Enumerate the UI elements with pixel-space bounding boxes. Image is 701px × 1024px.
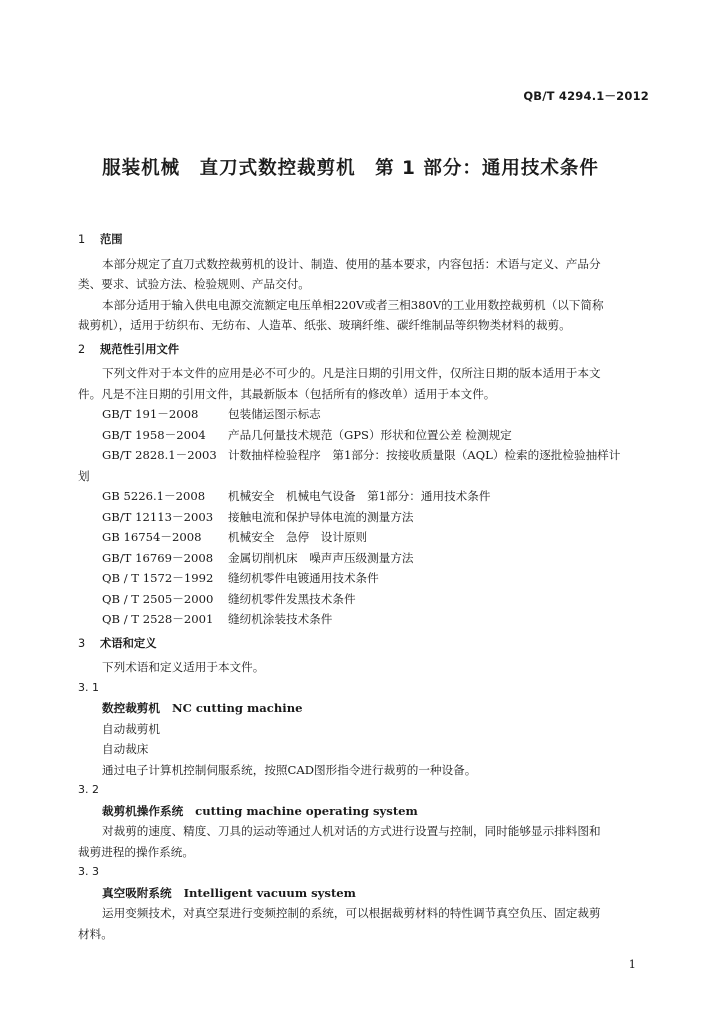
- reference-title: 计数抽样检验程序 第1部分：按接收质量限（AQL）检索的逐批检验抽样计: [228, 448, 621, 462]
- term-name-en: cutting machine operating system: [195, 803, 418, 818]
- term-name-cn: 真空吸附系统: [102, 885, 172, 900]
- term-name-cn: 裁剪机操作系统: [102, 803, 184, 818]
- reference-code: QB / T 1572－1992: [102, 571, 214, 585]
- reference-item: [78, 589, 654, 610]
- paragraph-line: 下列术语和定义适用于本文件。: [102, 660, 265, 674]
- reference-item: [78, 609, 654, 630]
- term-name-cn: 数控裁剪机: [102, 701, 160, 715]
- term-heading: [78, 801, 654, 822]
- paragraph-line: 本部分适用于输入供电电源交流额定电压单相220V或者三相380V的工业用数控裁剪机（以下简称: [102, 297, 604, 312]
- reference-code: GB/T 1958－2004: [102, 427, 206, 442]
- term-name-en: Intelligent vacuum system: [183, 885, 356, 900]
- reference-code: QB / T 2528－2001: [102, 612, 214, 626]
- section-number: 2: [78, 342, 86, 356]
- term-definition: 材料。: [78, 926, 113, 941]
- reference-title: 缝纫机零件发黑技术条件: [228, 591, 356, 606]
- reference-code: GB/T 2828.1－2003: [102, 448, 217, 462]
- reference-code: GB 16754－2008: [102, 530, 202, 544]
- reference-item: [78, 507, 654, 528]
- section-number: 1: [78, 233, 86, 246]
- term-number: 3. 3: [78, 865, 99, 878]
- term-definition: 通过电子计算机控制伺服系统，按照CAD图形指令进行裁剪的一种设备。: [102, 762, 477, 777]
- reference-code: GB/T 12113－2003: [102, 509, 214, 524]
- paragraph-line: 下列文件对于本文件的应用是必不可少的。凡是注日期的引用文件，仅所注日期的版本适用于本文: [102, 366, 601, 380]
- section-heading-scope: [78, 230, 654, 251]
- document-title: 服装机械 直刀式数控裁剪机 第 1 部分：通用技术条件: [102, 158, 599, 179]
- reference-code: GB/T 191－2008: [102, 407, 199, 421]
- reference-title: 机械安全 急停 设计原则: [228, 530, 368, 544]
- section-heading-references: [78, 340, 654, 361]
- section-number: 3: [78, 636, 86, 650]
- reference-code: QB / T 2505－2000: [102, 591, 214, 606]
- section-title: 术语和定义: [100, 636, 157, 650]
- term-number: 3. 2: [78, 783, 99, 796]
- reference-item: [78, 445, 654, 466]
- paragraph-line: 类、要求、试验方法、检验规则、产品交付。: [78, 277, 310, 291]
- paragraph-line: 划: [78, 468, 90, 483]
- term-definition: 对裁剪的速度、精度、刀具的运动等通过人机对话的方式进行设置与控制，同时能够显示排料图和: [102, 824, 601, 838]
- term-alias: 自动裁床: [102, 742, 149, 756]
- term-number: 3. 1: [78, 680, 99, 694]
- reference-title: 产品几何量技术规范（GPS）形状和位置公差 检测规定: [228, 427, 512, 442]
- reference-item: [78, 425, 654, 446]
- reference-title: 缝纫机零件电镀通用技术条件: [228, 571, 379, 585]
- reference-title: 缝纫机涂装技术条件: [228, 612, 333, 626]
- reference-item: [78, 548, 654, 569]
- term-heading: [78, 698, 654, 719]
- section-title: 规范性引用文件: [100, 342, 180, 356]
- paragraph-line: 裁剪机），适用于纺织布、无纺布、人造革、纸张、玻璃纤维、碳纤维制品等织物类材料的裁剪。: [78, 318, 571, 332]
- reference-title: 包装储运图示标志: [228, 407, 321, 421]
- paragraph-line: 本部分规定了直刀式数控裁剪机的设计、制造、使用的基本要求，内容包括：术语与定义、产品分: [102, 256, 601, 271]
- reference-item: [78, 527, 654, 548]
- paragraph-line: 件。凡是不注日期的引用文件，其最新版本（包括所有的修改单）适用于本文件。: [78, 386, 496, 401]
- reference-item: [78, 568, 654, 589]
- reference-code: GB/T 16769－2008: [102, 550, 214, 565]
- term-definition: 裁剪进程的操作系统。: [78, 844, 194, 859]
- reference-code: GB 5226.1－2008: [102, 489, 206, 503]
- section-heading-terms: [78, 634, 654, 655]
- reference-title: 接触电流和保护导体电流的测量方法: [228, 509, 414, 524]
- term-alias: 自动裁剪机: [102, 721, 160, 736]
- term-name-en: NC cutting machine: [171, 701, 303, 715]
- reference-item: [78, 486, 654, 507]
- standard-number: QB/T 4294.1－2012: [523, 89, 649, 103]
- term-heading: [78, 883, 654, 904]
- section-title: 范围: [100, 233, 123, 246]
- document-body: [78, 230, 654, 944]
- reference-item: [78, 404, 654, 425]
- page-number: 1: [628, 957, 636, 971]
- term-definition: 运用变频技术，对真空泵进行变频控制的系统，可以根据裁剪材料的特性调节真空负压、固定裁剪: [102, 906, 601, 920]
- reference-title: 金属切削机床 噪声声压级测量方法: [228, 550, 414, 565]
- reference-title: 机械安全 机械电气设备 第1部分：通用技术条件: [228, 489, 491, 503]
